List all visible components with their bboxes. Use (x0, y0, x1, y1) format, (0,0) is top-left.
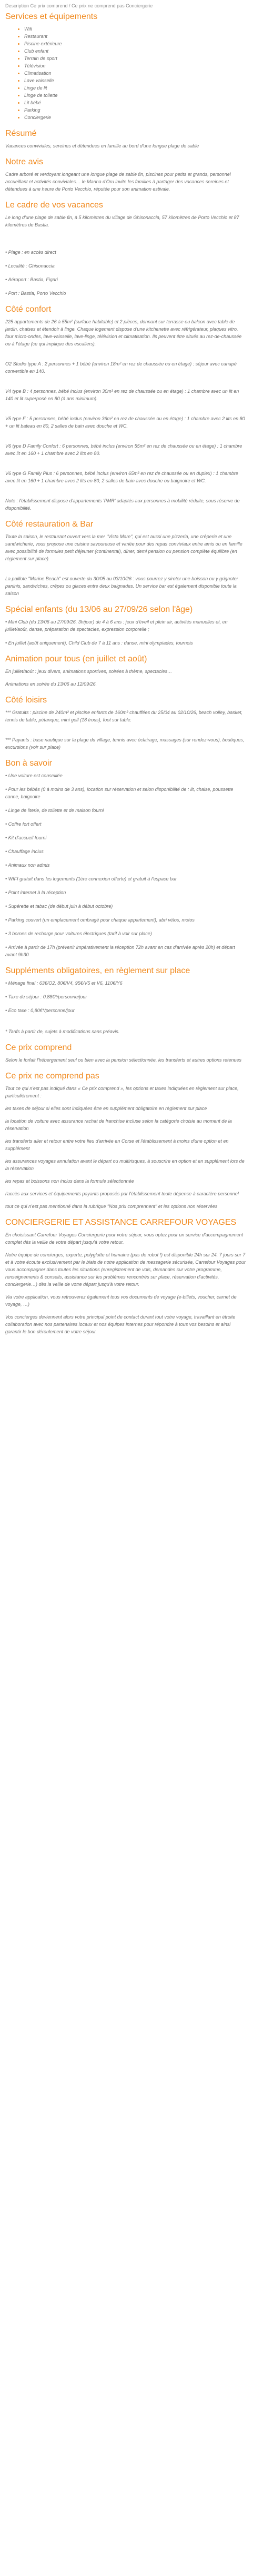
necomprend-para: la location de voiture avec assurance rachat de franchise incluse selon la catégorie choisie au moment de la réservation (5, 1118, 232, 1131)
special-item: • Mini Club (du 13/06 au 27/09/26, 3h/jour) de 4 à 6 ans : jeux d'éveil et plein air, activités manuelles et, en juillet/août, danse, préparation de spectacles, expression corporelle ; (5, 619, 228, 632)
loisirs-para: *** Gratuits : piscine de 240m² et piscine enfants de 160m² chauffées du 25/04 au 02/10/26, beach volley, basket, tennis de table, pétanque, mini golf (18 trous), foot sur table. (5, 710, 243, 722)
supplement-item: • Eco taxe : 0,80€*/personne/jour (5, 1008, 75, 1013)
bon-item: • Animaux non admis (5, 863, 50, 868)
page (0, 0, 252, 1335)
service-item: • Lit bébé (24, 99, 247, 106)
service-item: • Linge de lit (24, 84, 247, 92)
bon-item: • Une voiture est conseillée (5, 773, 63, 778)
confort-para: V5 type F : 5 personnes, bébé inclus (environ 36m² en rez de chaussée ou en étage) : 1 chambre avec 2 lits en 80 + un lit bateau en 80, 2 salles de bain avec douche et WC. (5, 416, 245, 429)
comprend-text: Selon le forfait l'hébergement seul ou bien avec la pension sélectionnée, les transferts et autres options retenues (5, 1057, 241, 1063)
conciergerie-title: CONCIERGERIE ET ASSISTANCE CARREFOUR VOYAGES (5, 1218, 237, 1227)
service-item: • Terrain de sport (24, 55, 247, 62)
cadre-item: • Plage : en accès direct (5, 250, 56, 255)
service-item: • Conciergerie (24, 114, 247, 121)
confort-para: V6 type D Family Confort : 6 personnes, bébé inclus (environ 55m² en rez de chaussée ou en étage) : 1 chambre avec lit en 160 + 1 chambre avec 2 lits en 80. (5, 443, 242, 456)
bon-item: • Chauffage inclus (5, 849, 44, 854)
service-item: • Club enfant (24, 47, 247, 55)
avis-text: Cadre arboré et verdoyant longeant une longue plage de sable fin, piscines pour petits et grands, personnel accueillant et activités conviviales… le Marina d'Oru invite les familles à partager des vacances sereines et détendues à une heure de Porto Vecchio, réputée pour son animation estivale. (5, 172, 231, 192)
necomprend-para: l'accès aux services et équipements payants proposés par l'établissement toute dépense à caractère personnel (5, 1191, 239, 1196)
avis-title: Notre avis (5, 157, 44, 166)
necomprend-para: les assurances voyages annulation avant le départ ou multirisques, à souscrire en option et en supplément lors de la réservation (5, 1158, 245, 1171)
bon-item: • Parking couvert (un emplacement ombragé pour chaque appartement), abri vélos, motos (5, 917, 195, 923)
restauration-para: Toute la saison, le restaurant ouvert vers la mer "Vista Mare", qui est aussi une pizzeria, une crêperie et une sandwicherie, vous propose une cuisine savoureuse et variée pour des repas conviviaux entre amis ou en famille avec possibilité de formules petit déjeuner (continental), dîner, demi pension ou pension complète équilibre (en règlement sur place). (5, 534, 242, 561)
necomprend-para: les repas et boissons non inclus dans la formule sélectionnée (5, 1178, 134, 1184)
necomprend-para: Tout ce qui n'est pas indiqué dans « Ce prix comprend », les options et taxes indiquées en règlement sur place, particulièrement : (5, 1086, 239, 1098)
confort-para: V4 type B : 4 personnes, bébé inclus (environ 30m² en rez de chaussée ou en étage) : 1 chambre avec un lit en 140 et lit superposé en 80 (à ans minimum). (5, 389, 239, 401)
loisirs-para: *** Payants : base nautique sur la plage du village, tennis avec éclairage, massages (sur rendez-vous), boutiques, excursions (voir sur place) (5, 737, 245, 750)
cadre-item: • Aéroport : Bastia, Figari (5, 277, 58, 282)
restauration-para: La paillote "Marine Beach" est ouverte du 30/05 au 03/10/26 : vous pourrez y siroter une boisson ou y grignoter paninis, sandwiches, crêpes ou glaces entre deux baignades. Un service bar est également disponible toute la saison (5, 576, 238, 596)
service-item: • Wifi (24, 25, 247, 33)
service-item: • Linge de toilette (24, 92, 247, 99)
service-item: • Lave vaisselle (24, 77, 247, 84)
animation-title: Animation pour tous (en juillet et août) (5, 655, 147, 663)
service-item: • Télévision (24, 62, 247, 70)
special-item: • En juillet (août uniquement), Child Club de 7 à 11 ans : danse, mini olympiades, tournois (5, 640, 193, 646)
bon-item: • Arrivée à partir de 17h (prévenir impérativement la réception 72h avant en cas d'arrivée après 20h) et départ avant 9h30 (5, 945, 235, 957)
confort-note: Note : l'établissement dispose d'appartements 'PMR' adaptés aux personnes à mobilité réduite, sous réserve de disponibilité. (5, 498, 240, 511)
necomprend-para: les taxes de séjour si elles sont indiquées être en supplément obligatoire en règlement sur place (5, 1106, 207, 1111)
breadcrumb: Description Ce prix comprend / Ce prix ne comprend pas Conciergerie (5, 3, 153, 8)
confort-para: O2 Studio type A : 2 personnes + 1 bébé (environ 18m² en rez de chaussée ou en étage) : séjour avec canapé convertible en 140. (5, 361, 237, 374)
animation-para: Animations en soirée du 13/06 au 12/09/26. (5, 681, 97, 687)
confort-para: 225 appartements de 26 à 55m² (surface habitable) et 2 pièces, donnant sur terrasse ou balcon avec table de jardin, chaises et étendoir à linge. Chaque logement dispose d'une kitchenette avec réfrigérateur, plaques vitro, four micro-ondes, lave-vaisselle, lave-linge, télévision et climatisation. Ils peuvent être situés au rez-de-chaussée ou à l'étage (ce qui implique des escaliers). (5, 319, 242, 346)
restauration-title: Côté restauration & Bar (5, 520, 94, 529)
services-list (5, 25, 247, 121)
conciergerie-para: Vos concierges deviennent alors votre principal point de contact durant tout votre voyage, travaillant en étroite collaboration avec nos partenaires locaux et nos équipes internes pour répondre à tous vos besoins et ainsi garantir le bon déroulement de votre séjour. (5, 1314, 236, 1334)
bon-item: • 3 bornes de recharge pour voitures électriques (tarif à voir sur place) (5, 931, 152, 936)
confort-title: Côté confort (5, 305, 52, 314)
bon-item: • Pour les bébés (0 à moins de 3 ans), location sur réservation et selon disponibilité de : lit, chaise, poussette canne, baignoire (5, 787, 234, 799)
supplements-title: Suppléments obligatoires, en règlement sur place (5, 966, 190, 975)
conciergerie-para: Via votre application, vous retrouverez également tous vos documents de voyage (e-billets, voucher, carnet de voyage, …) (5, 1294, 237, 1307)
cadre-item: • Localité : Ghisonaccia (5, 263, 55, 269)
service-item: • Parking (24, 106, 247, 114)
special-title: Spécial enfants (du 13/06 au 27/09/26 selon l'âge) (5, 605, 193, 614)
necomprend-para: tout ce qui n'est pas mentionné dans la rubrique "Nos prix comprennent" et les options non réservées (5, 1204, 218, 1209)
service-item: • Climatisation (24, 70, 247, 77)
comprend-title: Ce prix comprend (5, 1043, 72, 1052)
loisirs-title: Côté loisirs (5, 696, 47, 705)
bon-item: • Supérette et tabac (de début juin à début octobre) (5, 904, 113, 909)
service-item: • Piscine extérieure (24, 40, 247, 47)
necomprend-para: les transferts aller et retour entre votre lieu d'arrivée en Corse et l'établissement à moins d'une option et en supplément (5, 1138, 229, 1151)
bon-title: Bon à savoir (5, 759, 52, 768)
resume-title: Résumé (5, 129, 37, 138)
resume-text: Vacances conviviales, sereines et détendues en famille au bord d'une longue plage de sable (5, 143, 199, 148)
conciergerie-para: Notre équipe de concierges, experte, polyglotte et humaine (pas de robot !) est disponible 24h sur 24, 7 jours sur 7 et à votre écoute exclusivement par le biais de notre application de messagerie sécurisée, Carrefour Voyages pour vous accompagner dans toutes les situations (enregistrement de vols, demandes sur votre programme, renseignements & conseils, assistance sur les problèmes rencontrés sur place, réservation d'activités, conciergerie…) dès la veille de votre départ jusqu'à votre retour. (5, 1252, 246, 1287)
cadre-text: Le long d'une plage de sable fin, à 5 kilomètres du village de Ghisonaccia, 57 kilomètres de Porto Vecchio et 87 kilomètres de Bastia. (5, 215, 239, 227)
bon-item: • Kit d'accueil fourni (5, 835, 47, 840)
confort-para: V6 type G Family Plus : 6 personnes, bébé inclus (environ 65m² en rez de chaussée ou en duplex) : 1 chambre avec lit en 160 + 1 chambre avec 2 lits en 80, 2 salles de bain avec douche ou baignoire et WC. (5, 471, 238, 483)
services-title: Services et équipements (5, 12, 98, 21)
bon-item: • Linge de literie, de toilette et de maison fourni (5, 808, 104, 813)
supplements-note: * Tarifs à partir de, sujets à modifications sans préavis. (5, 1029, 120, 1034)
bon-item: • Coffre fort offert (5, 821, 42, 827)
supplement-item: • Ménage final : 63€/O2, 80€/V4, 95€/V5 et V6, 110€/Y6 (5, 980, 123, 986)
animation-para: En juillet/août : jeux divers, animations sportives, soirées à thème, spectacles… (5, 669, 173, 674)
bon-item: • Point internet à la réception (5, 890, 66, 895)
conciergerie-para: En choisissant Carrefour Voyages Conciergerie pour votre séjour, vous optez pour un service d'accompagnement complet dès la veille de votre départ jusqu'à votre retour. (5, 1232, 244, 1245)
cadre-item: • Port : Bastia, Porto Vecchio (5, 291, 66, 296)
bon-item: • WIFI gratuit dans les logements (1ère connexion offerte) et gratuit à l'espace bar (5, 876, 177, 881)
necomprend-title: Ce prix ne comprend pas (5, 1072, 99, 1081)
service-item: • Restaurant (24, 33, 247, 40)
supplement-item: • Taxe de séjour : 0,88€*/personne/jour (5, 994, 87, 999)
cadre-title: Le cadre de vos vacances (5, 201, 103, 210)
